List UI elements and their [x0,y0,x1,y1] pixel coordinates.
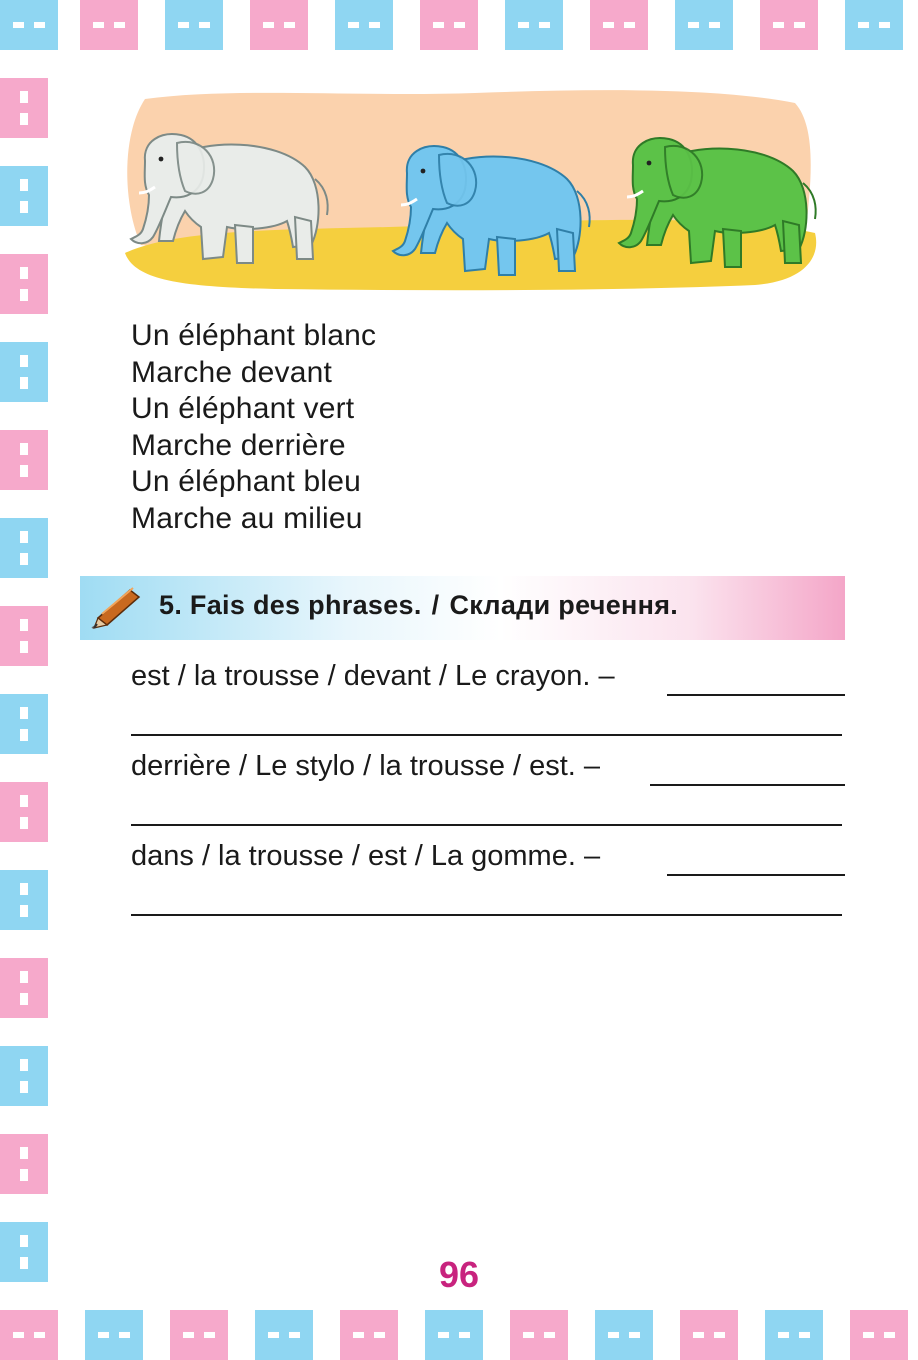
border-tile [0,1310,58,1360]
elephant-leg [557,229,575,271]
border-dash [20,465,28,477]
border-tile [0,518,48,578]
pen-icon [86,584,144,632]
border-dash [13,22,25,28]
border-dash [693,1332,705,1338]
border-dash [863,1332,875,1338]
border-tile [680,1310,738,1360]
border-dash [93,22,105,28]
border-dash [20,795,28,807]
border-dash [539,22,551,28]
border-tile [0,430,48,490]
border-dash [518,22,530,28]
border-dash [714,1332,726,1338]
border-dash [20,1169,28,1181]
sentence-prompt: est / la trousse / devant / Le crayon. – [131,660,615,692]
border-tile [0,958,48,1018]
border-dash [884,1332,896,1338]
border-dash [879,22,891,28]
border-dash [459,1332,471,1338]
border-dash [709,22,721,28]
border-dash [20,267,28,279]
border-dash [778,1332,790,1338]
border-dash [20,993,28,1005]
border-tile [675,0,733,50]
border-dash [374,1332,386,1338]
border-tile [765,1310,823,1360]
poem-line: Marche devant [131,355,333,389]
border-dash [34,22,46,28]
border-dash [20,91,28,103]
border-tile [250,0,308,50]
border-dash [119,1332,131,1338]
border-dash [20,1081,28,1093]
border-dash [433,22,445,28]
border-dash [20,553,28,565]
sentence-prompt: dans / la trousse / est / La gomme. – [131,840,601,872]
border-tile [0,606,48,666]
border-dash [199,22,211,28]
answer-line[interactable] [131,734,842,736]
border-dash [438,1332,450,1338]
border-tile [0,254,48,314]
border-tile [0,1046,48,1106]
exercise-item [131,840,845,880]
border-dash [20,817,28,829]
elephant-eye [421,169,426,174]
exercise-banner [80,576,845,640]
border-dash [348,22,360,28]
border-dash [178,22,190,28]
border-dash [20,113,28,125]
border-dash [98,1332,110,1338]
border-tile [505,0,563,50]
exercise-item [131,660,845,700]
border-dash [20,641,28,653]
border-dash [20,201,28,213]
elephant-leg [723,229,741,267]
page-number: 96 [438,1254,480,1295]
border-tile [0,694,48,754]
border-dash [624,22,636,28]
border-dash [454,22,466,28]
exercise-title-uk: Склади речення. [449,590,679,620]
border-dash [20,289,28,301]
border-tile [0,870,48,930]
border-dash [523,1332,535,1338]
border-dash [20,883,28,895]
border-dash [20,531,28,543]
border-tile [425,1310,483,1360]
elephant-eye [647,161,652,166]
poem-line: Marche au milieu [131,501,363,535]
border-dash [284,22,296,28]
border-tile [80,0,138,50]
border-dash [289,1332,301,1338]
elephant-leg [235,225,253,263]
border-tile [0,0,58,50]
title-separator: / [431,590,440,620]
border-dash [114,22,126,28]
sentence-prompt: derrière / Le stylo / la trousse / est. – [131,750,601,782]
border-tile [0,78,48,138]
border-dash [263,22,275,28]
border-dash [369,22,381,28]
border-tile [340,1310,398,1360]
border-dash [34,1332,46,1338]
border-dash [353,1332,365,1338]
border-tile [590,0,648,50]
border-dash [858,22,870,28]
border-dash [603,22,615,28]
border-tile [850,1310,908,1360]
border-dash [20,619,28,631]
border-dash [688,22,700,28]
border-tile [0,342,48,402]
border-tile [165,0,223,50]
border-dash [20,179,28,191]
answer-line[interactable] [131,914,842,916]
border-tile [0,782,48,842]
border-dash [20,377,28,389]
border-dash [13,1332,25,1338]
elephant-eye [159,157,164,162]
border-dash [794,22,806,28]
border-dash [608,1332,620,1338]
border-tile [0,1134,48,1194]
border-dash [183,1332,195,1338]
poem [131,318,376,538]
border-dash [20,971,28,983]
border-tile [170,1310,228,1360]
border-tile [510,1310,568,1360]
elephant-leg [497,237,515,275]
border-dash [268,1332,280,1338]
border-tile [335,0,393,50]
border-tile [760,0,818,50]
border-dash [773,22,785,28]
elephant-leg [295,217,313,259]
elephant-leg [783,221,801,263]
border-tile [595,1310,653,1360]
answer-blank[interactable] [667,694,845,696]
border-dash [20,905,28,917]
border-dash [20,355,28,367]
elephants-illustration [115,85,820,295]
answer-line[interactable] [131,824,842,826]
answer-blank[interactable] [667,874,845,876]
border-dash [204,1332,216,1338]
border-dash [20,729,28,741]
exercise-item [131,750,845,790]
border-tile [255,1310,313,1360]
border-dash [544,1332,556,1338]
border-dash [20,443,28,455]
border-tile [85,1310,143,1360]
border-tile [0,166,48,226]
exercise-title-fr: 5. Fais des phrases. [159,590,422,620]
border-dash [20,1235,28,1247]
answer-blank[interactable] [650,784,845,786]
poem-line: Un éléphant blanc [131,319,377,352]
border-dash [629,1332,641,1338]
border-tile [420,0,478,50]
poem-line: Un éléphant vert [131,392,355,426]
poem-line: Un éléphant bleu [131,465,362,499]
border-dash [20,1059,28,1071]
border-dash [20,707,28,719]
border-dash [20,1147,28,1159]
poem-line: Marche derrière [131,428,346,462]
border-tile [845,0,903,50]
exercise-title [159,590,678,621]
border-dash [799,1332,811,1338]
